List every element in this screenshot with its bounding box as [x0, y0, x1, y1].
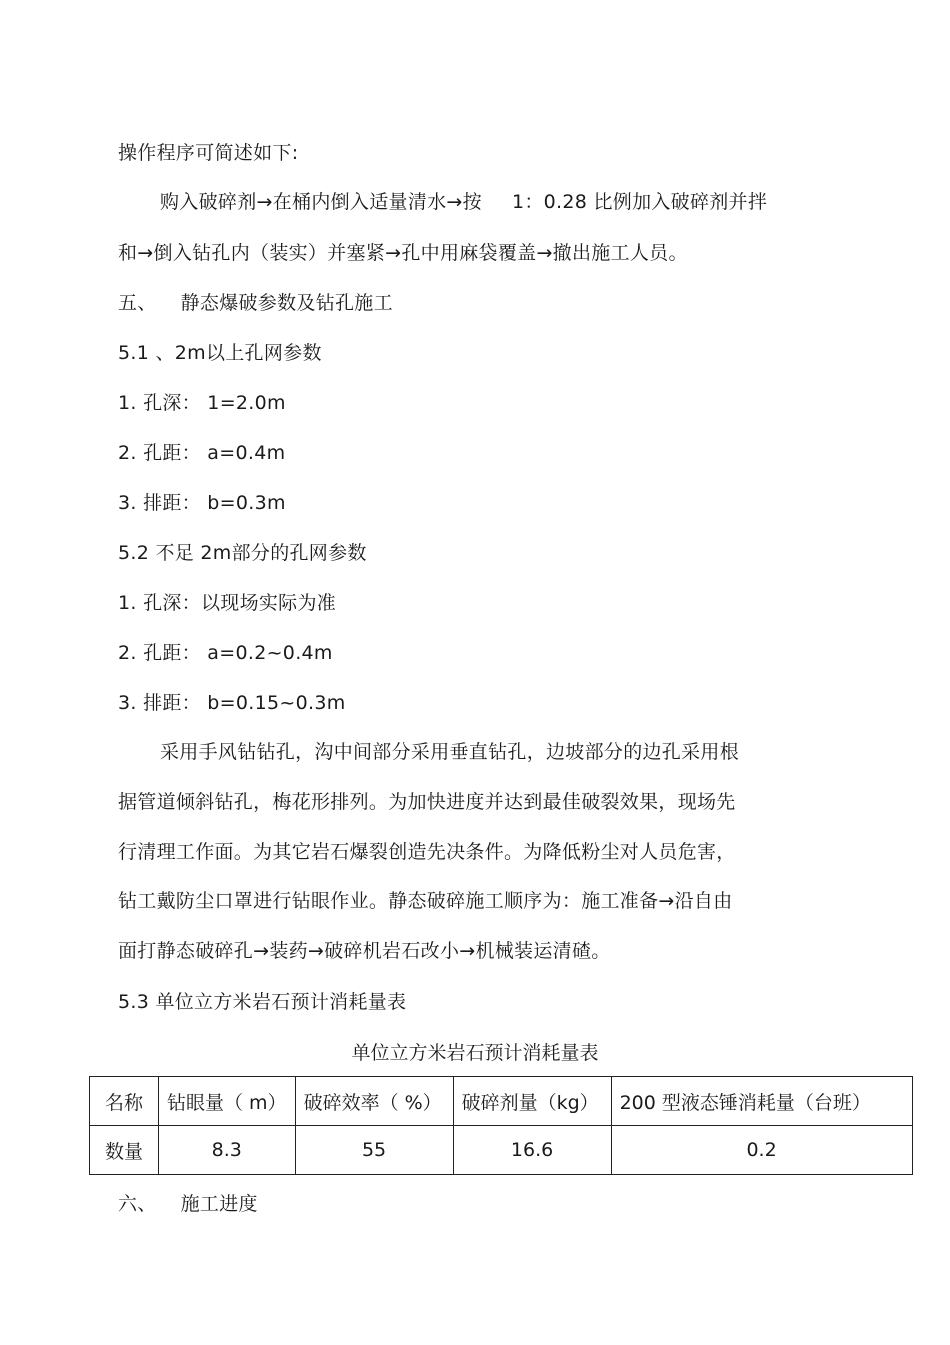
header-cell-efficiency: 破碎效率（ %） [295, 1077, 453, 1126]
section-5-2-item-2: 2. 孔距： a=0.2~0.4m [118, 642, 333, 664]
row-cell-label: 数量 [90, 1126, 159, 1175]
header-cell-agent: 破碎剂量（kg） [453, 1077, 611, 1126]
row-cell-drilling: 8.3 [159, 1126, 296, 1175]
section-5-1-item-3: 3. 排距： b=0.3m [118, 492, 286, 514]
row-cell-hammer: 0.2 [611, 1126, 912, 1175]
procedure-line-2: 和→倒入钻孔内（装实）并塞紧→孔中用麻袋覆盖→撤出施工人员。 [118, 242, 688, 264]
table-row [90, 1126, 913, 1175]
section-6-title: 施工进度 [180, 1193, 258, 1215]
procedure-text-a: 购入破碎剂→在桶内倒入适量清水→按 [160, 191, 482, 213]
body-paragraph-line-3: 行清理工作面。为其它岩石爆裂创造先决条件。为降低粉尘对人员危害， [118, 841, 736, 863]
body-paragraph-line-2: 据管道倾斜钻孔，梅花形排列。为加快进度并达到最佳破裂效果，现场先 [118, 791, 736, 813]
section-5-heading [118, 290, 393, 316]
header-cell-name: 名称 [90, 1077, 159, 1126]
intro-line: 操作程序可简述如下: [118, 142, 299, 164]
section-5-2-item-1: 1. 孔深：以现场实际为准 [118, 592, 337, 614]
section-5-1-item-2: 2. 孔距： a=0.4m [118, 442, 286, 464]
consumption-table [89, 1076, 913, 1175]
section-5-number: 五、 [118, 292, 157, 314]
header-cell-drilling: 钻眼量（ m） [159, 1077, 296, 1126]
section-5-2-item-3: 3. 排距： b=0.15~0.3m [118, 692, 346, 714]
table-header-row [90, 1077, 913, 1126]
body-paragraph-line-4: 钻工戴防尘口罩进行钻眼作业。静态破碎施工顺序为：施工准备→沿自由 [118, 890, 733, 912]
section-5-2-heading: 5.2 不足 2m部分的孔网参数 [118, 542, 367, 564]
row-cell-agent: 16.6 [453, 1126, 611, 1175]
section-5-1-heading: 5.1 、2m以上孔网参数 [118, 342, 322, 364]
procedure-text-b: 1：0.28 比例加入破碎剂并拌 [511, 191, 768, 213]
row-cell-efficiency: 55 [295, 1126, 453, 1175]
section-5-3-heading: 5.3 单位立方米岩石预计消耗量表 [118, 991, 407, 1013]
section-6-number: 六、 [118, 1193, 157, 1215]
table-caption: 单位立方米岩石预计消耗量表 [351, 1042, 599, 1064]
body-paragraph-line-5: 面打静态破碎孔→装药→破碎机岩石改小→机械装运清碴。 [118, 940, 611, 962]
header-cell-hammer: 200 型液态锤消耗量（台班） [611, 1077, 912, 1126]
procedure-line-1 [160, 189, 767, 215]
body-paragraph-line-1: 采用手风钻钻孔，沟中间部分采用垂直钻孔，边坡部分的边孔采用根 [160, 741, 740, 763]
section-6-heading [118, 1191, 258, 1217]
section-5-title: 静态爆破参数及钻孔施工 [180, 292, 393, 314]
section-5-1-item-1: 1. 孔深： 1=2.0m [118, 392, 286, 414]
